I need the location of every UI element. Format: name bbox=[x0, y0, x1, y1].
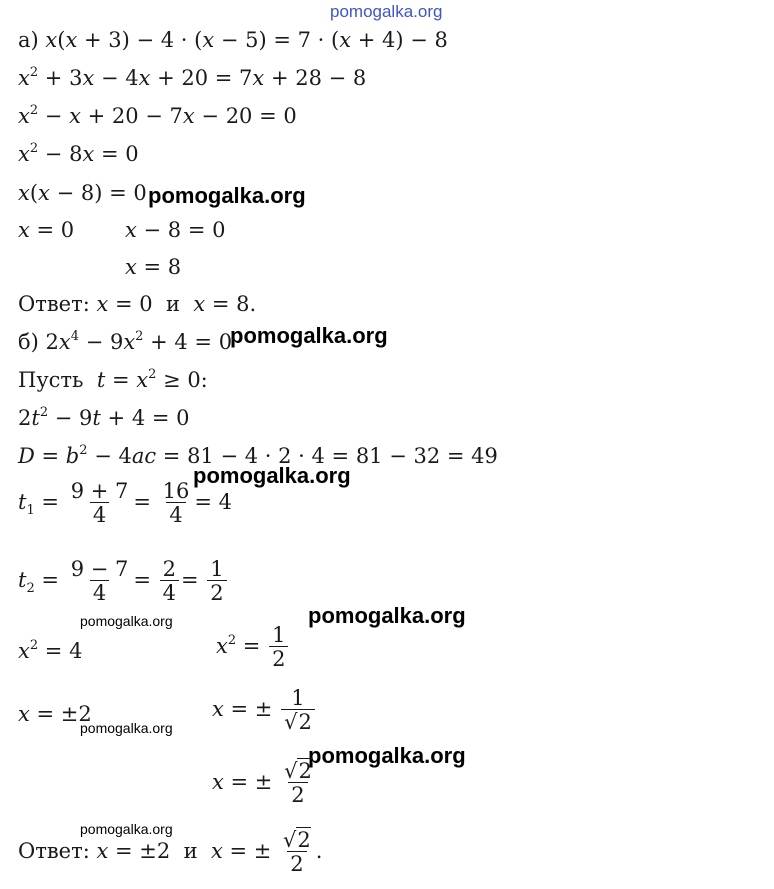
watermark-top: pomogalka.org bbox=[330, 2, 443, 21]
eq-a-5: x(x − 8) = 0 bbox=[18, 181, 147, 205]
answer-a-label: Ответ: bbox=[18, 292, 90, 316]
and-a: и bbox=[165, 292, 180, 316]
answer-b: Ответ: x = ±2 и x = ± $\frac{√2}{2}$ . bbox=[18, 828, 323, 876]
eq-a-3: $x^2 - x + 20 - 7x - 20 = 0$ bbox=[18, 103, 297, 128]
watermark-3: pomogalka.org bbox=[193, 463, 351, 488]
eq-b-1: б) $2x^4 - 9x^2 + 4 = 0$ bbox=[18, 329, 233, 354]
part-b-label: б) bbox=[18, 330, 39, 354]
discriminant: $D = b^2 - 4ac = 81 - 4 \cdot 2 \cdot 4 = 81 - 32 = 49$ bbox=[18, 443, 498, 468]
substitution: Пусть $t = x^2 \ge 0$: bbox=[18, 367, 208, 392]
let-label: Пусть bbox=[18, 368, 84, 392]
and-b: и bbox=[183, 839, 198, 863]
watermark-1: pomogalka.org bbox=[148, 183, 306, 208]
eq-x2-4: $x^2 = 4$ bbox=[18, 638, 83, 663]
eq-x-pm-inv-sqrt2: x = ± $\frac{1}{√2}$ bbox=[212, 687, 317, 734]
answer-a: Ответ: x = 0 и x = 8. bbox=[18, 292, 257, 316]
eq-a-4: $x^2 - 8x = 0$ bbox=[18, 141, 139, 166]
watermark-small-3: pomogalka.org bbox=[80, 821, 173, 837]
eq-a-6-left: x = 0 bbox=[18, 218, 75, 242]
root-t1: $t_1$ = $\frac{9 + 7}{4}$ = $\frac{16}{4}$ = 4 bbox=[18, 479, 233, 527]
watermark-small-1: pomogalka.org bbox=[80, 613, 173, 629]
eq-a-7: x = 8 bbox=[125, 255, 182, 279]
eq-b-2: $2t^2 - 9t + 4 = 0$ bbox=[18, 405, 190, 430]
eq-x-pm2: x = ±2 bbox=[18, 702, 92, 726]
watermark-5: pomogalka.org bbox=[308, 743, 466, 768]
answer-b-label: Ответ: bbox=[18, 839, 90, 863]
watermark-2: pomogalka.org bbox=[230, 323, 388, 348]
part-a-label: а) bbox=[18, 28, 39, 52]
eq-x-pm-sqrt2-2: x = ± $\frac{√2}{2}$ bbox=[212, 759, 312, 807]
eq-x2-half: $x^2$ = $\frac{1}{2}$ bbox=[216, 624, 290, 671]
watermark-small-2: pomogalka.org bbox=[80, 720, 173, 736]
root-t2: $t_2$ = $\frac{9 - 7}{4}$ = $\frac{2}{4}$ = $\frac{1}{2}$ bbox=[18, 558, 229, 605]
eq-a-1: а) x(x + 3) − 4 · (x − 5) = 7 · (x + 4) − 8 bbox=[18, 28, 448, 52]
eq-a-2: $x^2 + 3x - 4x + 20 = 7x + 28 - 8$ bbox=[18, 65, 367, 90]
eq-a-6-right: x − 8 = 0 bbox=[125, 218, 226, 242]
watermark-4: pomogalka.org bbox=[308, 603, 466, 628]
